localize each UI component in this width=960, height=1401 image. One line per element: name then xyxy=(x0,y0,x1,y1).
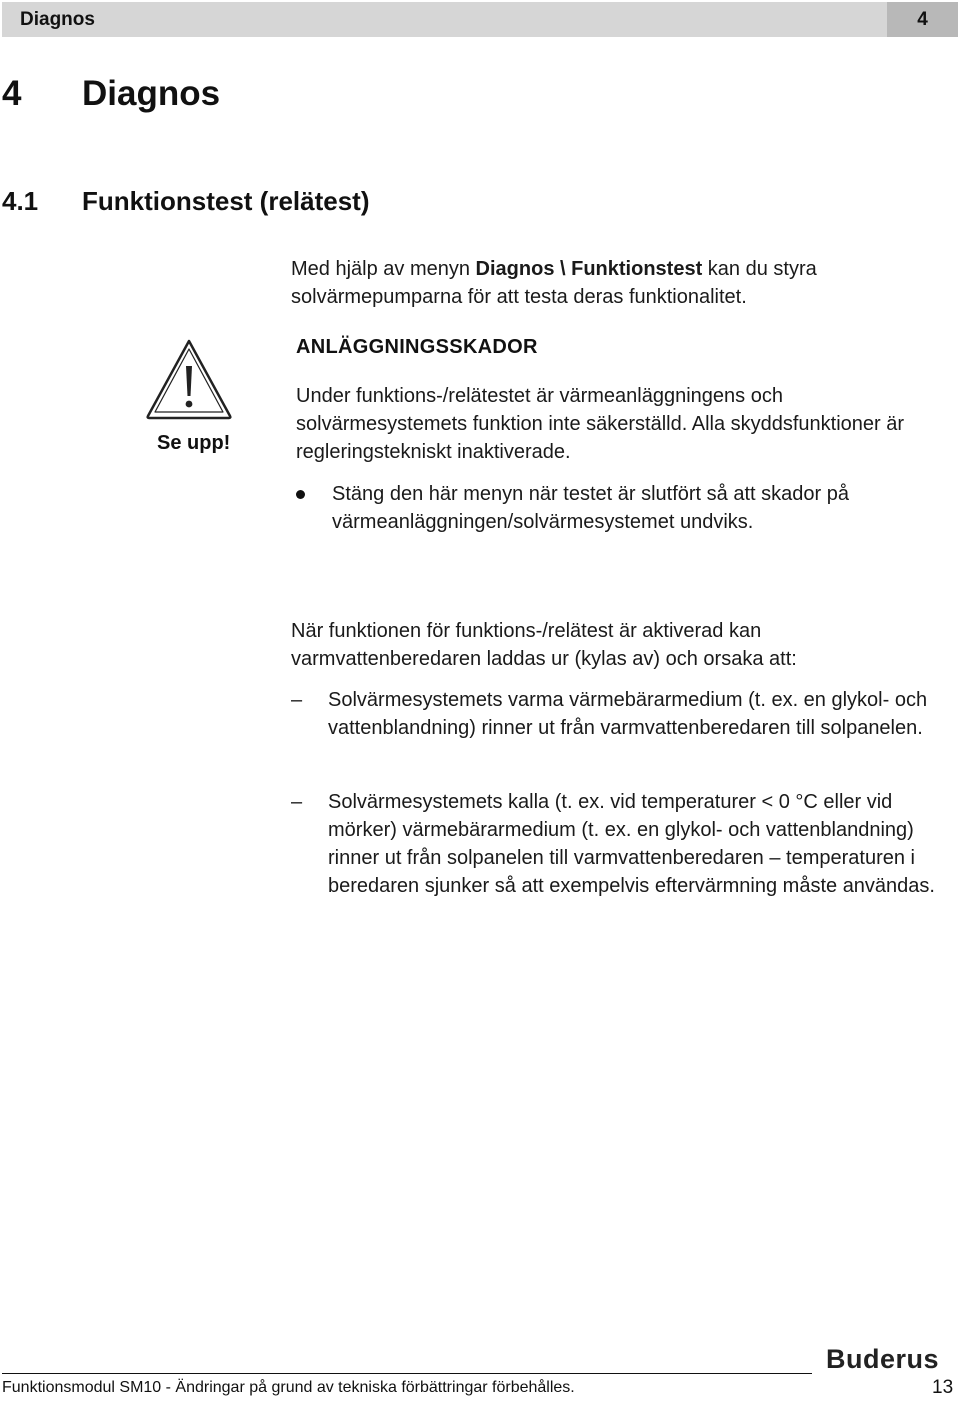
section-heading xyxy=(2,186,370,217)
warning-text-body: Under funktions-/relätestet är värmeanläggningens och solvärmesystemets funktion inte säkerställd. Alla skyddsfunktioner är regleringstekniskt inaktiverade. xyxy=(296,385,905,463)
warning-label: Se upp! xyxy=(157,432,231,454)
list-item-text: Solvärmesystemets kalla (t. ex. vid temperaturer < 0 °C eller vid mörker) värmebärarmedium (t. ex. en glykol- och vattenblandning) rinner ut från solpanelen till varmvattenberedaren – temperaturen i beredaren sjunker så att exempelvis eftervärmning måste användas. xyxy=(328,791,935,897)
list-item-text: Solvärmesystemets varma värmebärarmedium (t. ex. en glykol- och vattenblandning) rinner ut från varmvattenberedaren till solpanelen. xyxy=(328,689,928,739)
footer-text: Funktionsmodul SM10 - Ändringar på grund av tekniska förbättringar förbehålles. xyxy=(2,1379,575,1396)
dash-marker: – xyxy=(291,689,303,711)
running-header-chapter-number: 4 xyxy=(887,2,958,37)
intro-paragraph xyxy=(291,255,951,311)
list-item xyxy=(291,686,956,742)
chapter-number: 4 xyxy=(2,74,22,113)
bullet-icon xyxy=(296,490,305,499)
running-header xyxy=(2,2,887,37)
intro-text-after: kan du styra solvärmepumparna för att testa deras funktionalitet. xyxy=(291,258,817,308)
section-number: 4.1 xyxy=(2,186,39,216)
buderus-logo: Buderus xyxy=(826,1344,940,1374)
dash-marker: – xyxy=(291,791,303,813)
chapter-heading xyxy=(2,74,220,114)
footer-divider xyxy=(2,1373,812,1374)
intro-text-before: Med hjälp av menyn xyxy=(291,258,476,280)
warning-triangle-icon xyxy=(145,338,233,420)
warning-action-text: Stäng den här menyn när testet är slutfört så att skador på värmeanläggningen/solvärmesystemet undviks. xyxy=(332,483,849,533)
section-title: Funktionstest (relätest) xyxy=(82,186,370,216)
condition-paragraph: När funktionen för funktions-/relätest är aktiverad kan varmvattenberedaren laddas ur (kylas av) och orsaka att: xyxy=(291,620,797,670)
warning-heading: ANLÄGGNINGSSKADOR xyxy=(296,336,538,358)
intro-menu-path: Diagnos \ Funktionstest xyxy=(475,258,703,280)
running-header-title: Diagnos xyxy=(20,8,95,30)
warning-text xyxy=(296,382,956,466)
chapter-title: Diagnos xyxy=(82,74,221,113)
warning-action-item xyxy=(296,480,956,536)
page-number: 13 xyxy=(932,1377,954,1398)
list-item xyxy=(291,788,956,900)
